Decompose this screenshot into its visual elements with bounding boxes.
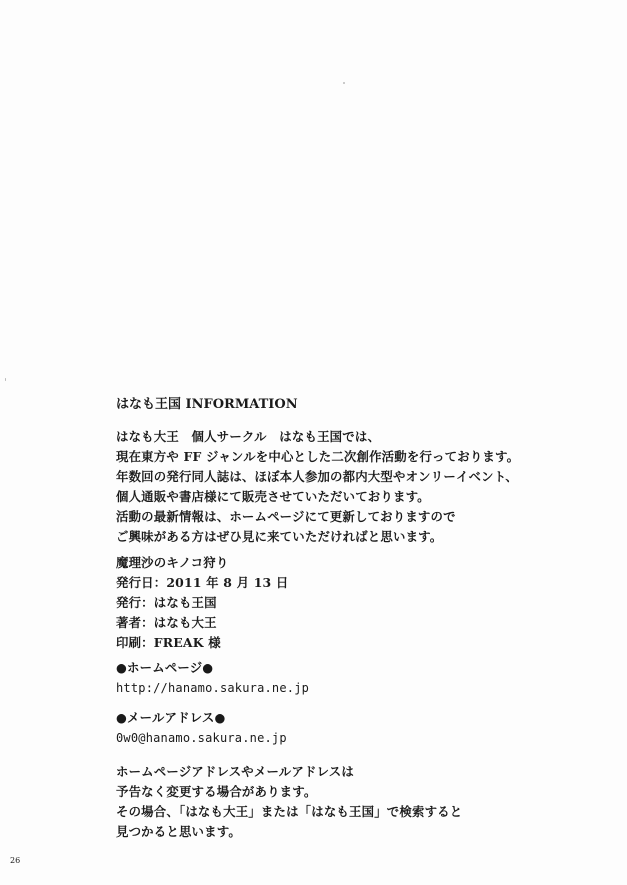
publisher: 発行：はなも王国 bbox=[116, 595, 217, 610]
mail-address: 0w0@hanamo.sakura.ne.jp bbox=[116, 731, 287, 745]
notice-line: ホームページアドレスやメールアドレスは bbox=[116, 764, 354, 779]
mail-label: ●メールアドレス● bbox=[116, 710, 226, 725]
info-heading: はなも王国 INFORMATION bbox=[116, 397, 298, 412]
mail-section bbox=[116, 708, 287, 748]
author: 著者：はなも大王 bbox=[116, 615, 217, 630]
homepage-label: ●ホームページ● bbox=[116, 660, 214, 675]
notice-paragraph bbox=[116, 762, 462, 842]
homepage-url: http://hanamo.sakura.ne.jp bbox=[116, 681, 310, 695]
book-title: 魔理沙のキノコ狩り bbox=[116, 555, 229, 570]
intro-line: 個人通販や書店様にて販売させていただいております。 bbox=[116, 489, 430, 504]
page-number: 26 bbox=[10, 856, 21, 865]
intro-paragraph bbox=[116, 427, 519, 547]
intro-line: ご興味がある方はぜひ見に来ていただければと思います。 bbox=[116, 529, 443, 544]
printer: 印刷：FREAK 様 bbox=[116, 635, 221, 650]
scan-speck bbox=[5, 378, 6, 381]
scan-speck bbox=[343, 82, 345, 84]
colophon bbox=[116, 553, 288, 653]
publish-date: 発行日：2011 年 8 月 13 日 bbox=[116, 575, 289, 590]
intro-line: 年数回の発行同人誌は、ほぼ本人参加の都内大型やオンリーイベント、 bbox=[116, 469, 518, 484]
notice-line: 予告なく変更する場合があります。 bbox=[116, 784, 317, 799]
notice-line: 見つかると思います。 bbox=[116, 824, 241, 839]
intro-line: はなも大王 個人サークル はなも王国では、 bbox=[116, 429, 381, 444]
intro-line: 現在東方や FF ジャンルを中心とした二次創作活動を行っております。 bbox=[116, 449, 520, 464]
notice-line: その場合、「はなも大王」または「はなも王国」で検索すると bbox=[116, 804, 463, 819]
homepage-section bbox=[116, 658, 309, 698]
intro-line: 活動の最新情報は、ホームページにて更新しておりますので bbox=[116, 509, 456, 524]
